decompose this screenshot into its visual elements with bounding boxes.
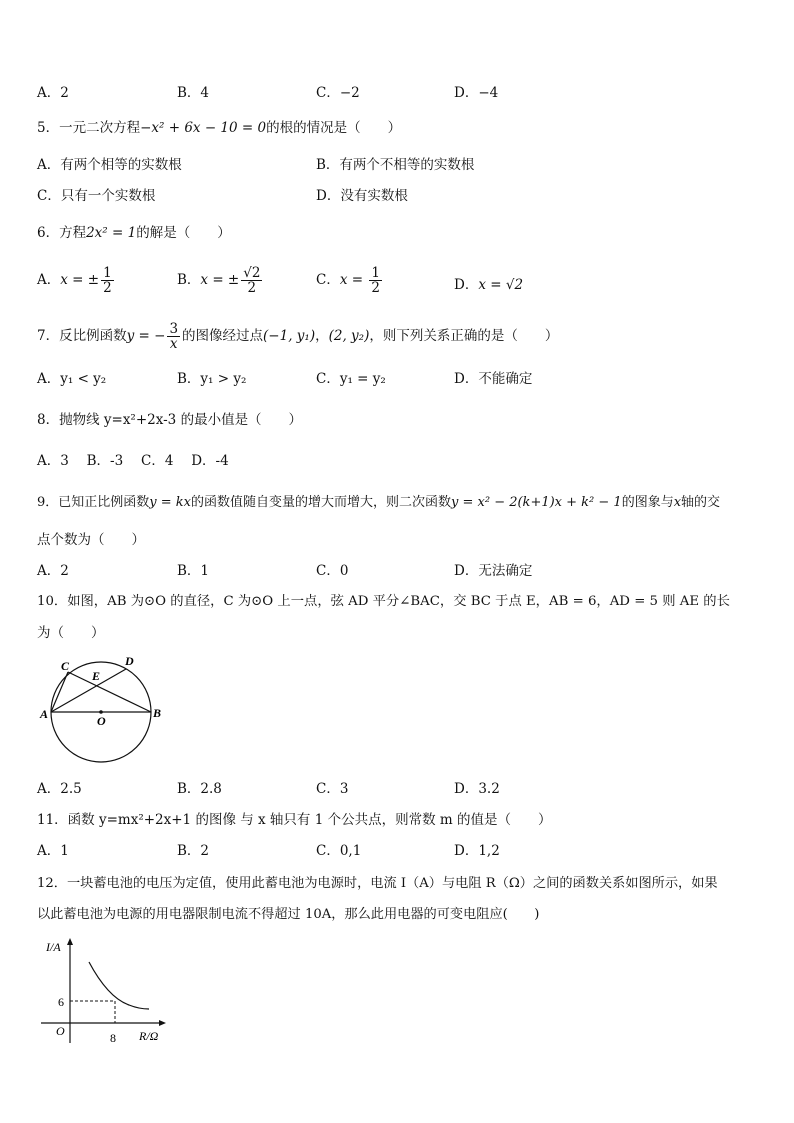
y-axis-label: I/A <box>46 940 61 954</box>
q7-option-a: A．y₁ < y₂ <box>37 371 107 387</box>
question-10-stem-line1: 10．如图，AB 为⊙O 的直径，C 为⊙O 上一点，弦 AD 平分∠BAC，交 BC 于点 E，AB = 6，AD = 5 则 AE 的长 <box>37 594 730 609</box>
y-tick-label: 6 <box>58 995 64 1009</box>
q11-option-a: A．1 <box>37 843 69 859</box>
q9-quadratic-func: y = x² − 2(k+1)x + k² − 1 <box>451 495 622 510</box>
question-9-stem-line2: 点个数为（ ） <box>37 532 145 548</box>
q6-d-expr: x = √2 <box>478 277 524 293</box>
q11-option-d: D．1,2 <box>454 843 500 859</box>
label-a: A <box>40 707 49 721</box>
q5-option-c: C．只有一个实数根 <box>37 188 156 204</box>
label-d: D <box>125 654 134 668</box>
q7-point2: (2, y₂) <box>328 328 370 344</box>
q6-option-d <box>454 276 523 294</box>
q4-option-a: A．2 <box>37 85 69 101</box>
question-11-stem: 11．函数 y=mx²+2x+1 的图像 与 x 轴只有 1 个公共点，则常数 m 的值是（ ） <box>37 812 552 828</box>
q5-option-d: D．没有实数根 <box>316 188 408 204</box>
q9-option-d: D．无法确定 <box>454 563 533 579</box>
q7-mid: 的图像经过点 <box>182 328 264 344</box>
circle-figure <box>30 650 180 765</box>
chord-ad <box>51 669 126 712</box>
q4-option-b: B．4 <box>177 85 210 101</box>
q7-prefix: 7．反比例函数 <box>37 328 127 344</box>
q9-option-c: C．0 <box>316 563 349 579</box>
q6-b-fraction <box>241 266 262 295</box>
q5-prefix: 5．一元二次方程 <box>37 120 141 136</box>
q9-part-d: 轴的交 <box>681 495 721 510</box>
q9-part-a: 9．已知正比例函数 <box>37 495 150 510</box>
origin-label: O <box>56 1024 65 1038</box>
q11-option-b: B．2 <box>177 843 210 859</box>
label-b: B <box>153 706 162 720</box>
q6-b-numerator: √2 <box>243 265 261 281</box>
q6-a-denominator: 2 <box>103 280 112 296</box>
question-12-stem-line1: 12．一块蓄电池的电压为定值，使用此蓄电池为电源时，电流 I（A）与电阻 R（Ω）之间的函数关系如图所示，如果 <box>37 876 718 891</box>
q5-option-a: A．有两个相等的实数根 <box>37 157 182 173</box>
q9-part-c: 的图象与 <box>621 495 674 510</box>
x-axis-arrow-icon <box>159 1020 166 1026</box>
q6-d-label: D． <box>454 277 479 293</box>
q6-c-numerator: 1 <box>371 265 380 281</box>
q4-option-c: C．−2 <box>316 85 360 101</box>
q5-suffix: 的根的情况是（ ） <box>266 120 402 136</box>
question-6-stem <box>37 224 231 242</box>
q9-option-a: A．2 <box>37 563 69 579</box>
y-axis-arrow-icon <box>67 938 73 945</box>
q7-point1: (−1, y₁) <box>263 328 316 344</box>
q6-c-fraction <box>369 266 382 295</box>
x-axis-label: R/Ω <box>139 1029 159 1043</box>
question-12-stem-line2: 以此蓄电池为电源的用电器限制电流不得超过 10A，那么此用电器的可变电阻应( ) <box>37 907 540 922</box>
q6-a-numerator: 1 <box>103 265 112 281</box>
q5-option-b: B．有两个不相等的实数根 <box>316 157 475 173</box>
q6-option-a <box>37 266 116 295</box>
q7-option-b: B．y₁ > y₂ <box>177 371 247 387</box>
q7-option-d: D．不能确定 <box>454 371 533 387</box>
q6-c-denominator: 2 <box>371 280 380 296</box>
question-8-stem: 8．抛物线 y=x²+2x-3 的最小值是（ ） <box>37 412 303 428</box>
q10-option-d: D．3.2 <box>454 781 500 797</box>
label-o: O <box>97 714 106 728</box>
q6-a-fraction <box>101 266 114 295</box>
q7-func-denominator: x <box>169 336 178 352</box>
q9-x: x <box>673 495 682 510</box>
q9-option-b: B．1 <box>177 563 210 579</box>
q6-b-denominator: 2 <box>247 280 257 296</box>
q7-func-lead: y = − <box>126 328 166 344</box>
q7-comma: ， <box>315 328 329 344</box>
q7-option-c: C．y₁ = y₂ <box>316 371 386 387</box>
q10-option-b: B．2.8 <box>177 781 222 797</box>
q11-option-c: C．0,1 <box>316 843 362 859</box>
q6-option-c <box>316 266 384 295</box>
current-resistance-graph <box>36 935 176 1050</box>
q6-c-label: C． <box>316 272 340 288</box>
q6-prefix: 6．方程 <box>37 225 87 241</box>
q7-suffix: ，则下列关系正确的是（ ） <box>369 328 559 344</box>
q10-option-c: C．3 <box>316 781 349 797</box>
q6-equation: 2x² = 1 <box>86 225 137 241</box>
q7-func-fraction <box>167 322 180 351</box>
q9-linear-func: y = kx <box>149 495 191 510</box>
question-10-stem-line2: 为（ ） <box>37 625 105 641</box>
label-e: E <box>92 669 101 683</box>
x-tick-label: 8 <box>110 1031 116 1045</box>
q4-option-d: D．−4 <box>454 85 499 101</box>
q5-equation: −x² + 6x − 10 = 0 <box>140 120 267 136</box>
question-7-stem <box>37 322 558 351</box>
q6-a-label: A． <box>37 272 61 288</box>
chord-ac <box>51 672 68 712</box>
q6-option-b <box>177 266 264 295</box>
q6-b-expr: x = ± <box>200 272 240 288</box>
label-c: C <box>61 659 70 673</box>
question-5-stem <box>37 119 401 137</box>
q8-options: A．3 B．-3 C．4 D．-4 <box>37 453 229 469</box>
q6-c-expr: x = <box>339 272 368 288</box>
q9-part-b: 的函数值随自变量的增大而增大，则二次函数 <box>191 495 452 510</box>
question-9-stem-line1 <box>37 494 720 512</box>
hyperbola-curve <box>89 962 149 1009</box>
q6-a-expr: x = ± <box>60 272 100 288</box>
q6-suffix: 的解是（ ） <box>136 225 231 241</box>
q6-b-label: B． <box>177 272 201 288</box>
q7-func-numerator: 3 <box>169 321 179 337</box>
q10-option-a: A．2.5 <box>37 781 82 797</box>
